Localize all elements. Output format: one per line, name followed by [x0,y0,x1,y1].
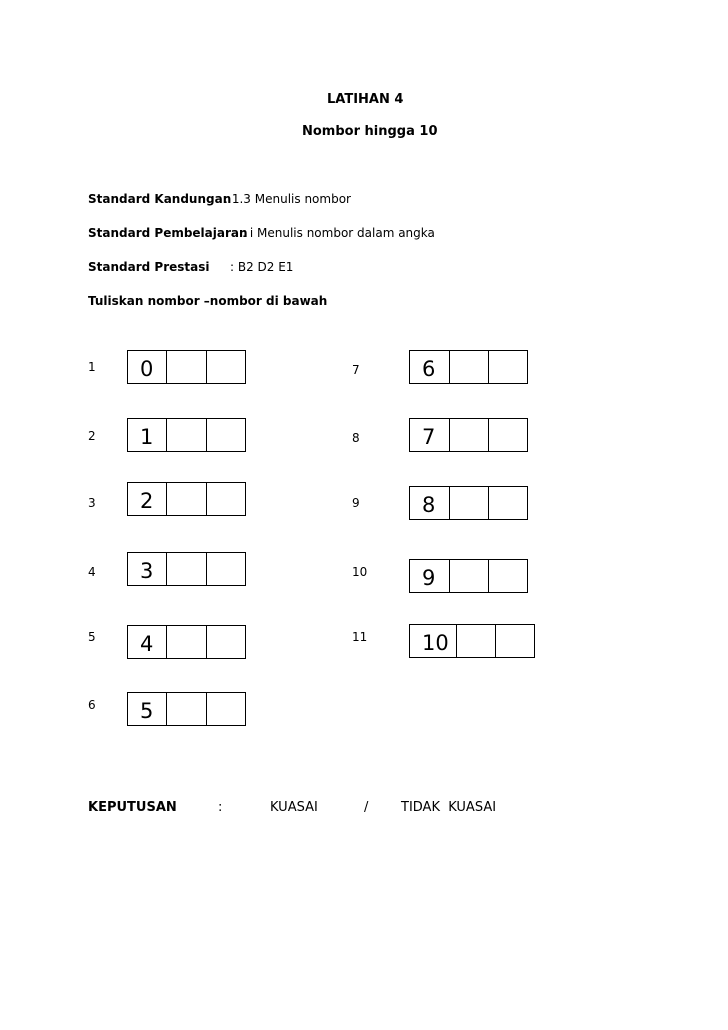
question-number: 10 [352,565,368,579]
answer-box[interactable] [206,350,246,384]
answer-box-given [409,486,450,520]
answer-boxes [409,559,528,593]
question-number: 2 [88,429,96,443]
answer-box[interactable] [206,625,246,659]
answer-boxes [409,350,528,384]
question-number: 1 [88,360,96,374]
question-number: 8 [352,431,360,445]
answer-boxes [127,692,246,726]
given-digit: 10 [422,631,449,655]
answer-box[interactable] [449,559,489,593]
page-subtitle: Nombor hingga 10 [302,124,438,139]
standard-value: : i Menulis nombor dalam angka [242,226,435,240]
given-digit: 1 [140,425,154,449]
option-kuasai[interactable]: KUASAI [270,800,318,815]
answer-box[interactable] [495,624,535,658]
question-number: 6 [88,698,96,712]
answer-box-given [127,482,167,516]
answer-box[interactable] [456,624,496,658]
answer-box[interactable] [449,418,489,452]
decision-colon: : [218,800,223,815]
standard-label: Standard Kandungan [88,192,232,206]
answer-boxes [127,625,246,659]
answer-boxes [127,552,246,586]
given-digit: 8 [422,493,436,517]
answer-box[interactable] [166,482,207,516]
question-number: 11 [352,630,368,644]
answer-boxes [127,350,246,384]
page-title: LATIHAN 4 [327,92,404,107]
answer-boxes [127,482,246,516]
answer-box[interactable] [488,486,528,520]
answer-box-given [409,418,450,452]
answer-box-given [127,692,167,726]
answer-box-given [409,624,457,658]
question-number: 5 [88,630,96,644]
answer-boxes [409,624,535,658]
answer-box[interactable] [206,692,246,726]
standard-label: Standard Pembelajaran [88,226,248,240]
answer-box-given [409,559,450,593]
answer-box-given [127,552,167,586]
answer-box[interactable] [206,418,246,452]
answer-box[interactable] [449,486,489,520]
answer-box[interactable] [206,552,246,586]
answer-box[interactable] [449,350,489,384]
standard-value: : 1.3 Menulis nombor [224,192,351,206]
given-digit: 0 [140,357,154,381]
option-separator: / [364,800,369,815]
answer-boxes [409,486,528,520]
standard-value: : B2 D2 E1 [230,260,294,274]
answer-box-given [127,625,167,659]
option-tidak-kuasai[interactable]: TIDAK KUASAI [401,800,497,815]
given-digit: 5 [140,699,154,723]
answer-box[interactable] [166,692,207,726]
answer-box[interactable] [488,350,528,384]
given-digit: 9 [422,566,436,590]
answer-box[interactable] [488,559,528,593]
answer-box[interactable] [488,418,528,452]
answer-boxes [127,418,246,452]
question-number: 9 [352,496,360,510]
standard-label: Standard Prestasi [88,260,210,274]
answer-box[interactable] [166,418,207,452]
question-number: 3 [88,496,96,510]
question-number: 4 [88,565,96,579]
instruction-text: Tuliskan nombor –nombor di bawah [88,294,328,308]
given-digit: 7 [422,425,436,449]
answer-box[interactable] [206,482,246,516]
answer-box-given [409,350,450,384]
answer-box[interactable] [166,625,207,659]
answer-boxes [409,418,528,452]
answer-box-given [127,418,167,452]
question-number: 7 [352,363,360,377]
given-digit: 3 [140,559,154,583]
answer-box[interactable] [166,350,207,384]
given-digit: 4 [140,632,154,656]
given-digit: 6 [422,357,436,381]
answer-box[interactable] [166,552,207,586]
given-digit: 2 [140,489,154,513]
decision-label: KEPUTUSAN [88,800,177,815]
answer-box-given [127,350,167,384]
